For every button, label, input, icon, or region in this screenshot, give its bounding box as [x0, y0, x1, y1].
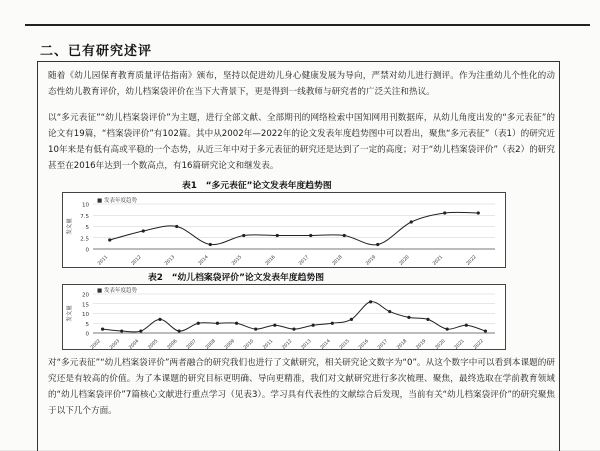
x-tick-label: 2021 — [453, 338, 466, 349]
data-point — [477, 211, 480, 214]
x-tick-label: 2014 — [319, 338, 332, 349]
x-tick-label: 2018 — [396, 338, 409, 349]
data-point — [178, 329, 181, 332]
x-tick-label: 2013 — [164, 254, 177, 267]
x-tick-label: 2003 — [109, 338, 122, 349]
data-point — [216, 322, 219, 325]
x-tick-label: 2012 — [281, 338, 294, 349]
data-point — [376, 243, 379, 246]
data-point — [101, 328, 104, 331]
y-tick-label: 7.5 — [80, 213, 89, 220]
x-tick-label: 2019 — [365, 254, 378, 267]
data-point — [254, 328, 257, 331]
x-tick-label: 2017 — [298, 254, 311, 267]
x-tick-label: 2004 — [128, 338, 141, 349]
series-line — [110, 212, 479, 245]
x-tick-label: 2016 — [264, 254, 277, 267]
x-tick-label: 2011 — [262, 338, 275, 349]
chart-2-svg — [63, 285, 505, 349]
y-tick-label: 2.5 — [80, 236, 89, 243]
data-point — [343, 234, 346, 237]
x-tick-label: 2014 — [197, 254, 210, 267]
x-tick-label: 2020 — [434, 338, 447, 349]
data-point — [273, 324, 276, 327]
y-tick-label: 10 — [82, 202, 89, 209]
x-tick-label: 2017 — [377, 338, 390, 349]
data-point — [410, 220, 413, 223]
x-tick-label: 2018 — [331, 254, 344, 267]
section-heading: 二、已有研究述评 — [40, 44, 153, 59]
y-tick-label: 5 — [85, 321, 89, 328]
x-tick-label: 2009 — [224, 338, 236, 349]
data-point — [209, 243, 212, 246]
data-point — [142, 229, 145, 232]
x-tick-label: 2022 — [465, 254, 478, 267]
y-tick-label: 5 — [85, 225, 89, 231]
data-point — [312, 324, 315, 327]
chart-2-title: 表2 “幼儿档案袋评价”论文发表年度趋势图 — [148, 273, 325, 283]
x-tick-label: 2015 — [231, 254, 244, 267]
y-tick-label: 0 — [85, 331, 89, 338]
data-point — [443, 211, 446, 214]
x-tick-label: 2007 — [185, 338, 198, 349]
legend-label: ■ 发表年度趋势 — [97, 288, 137, 294]
x-tick-label: 2013 — [300, 338, 313, 349]
series-line — [103, 302, 486, 332]
data-point — [242, 234, 245, 237]
x-tick-label: 2012 — [130, 254, 143, 267]
data-point — [484, 329, 487, 332]
y-axis-label: 发文量 — [67, 218, 73, 235]
chart-2 — [62, 284, 506, 350]
data-point — [369, 300, 372, 303]
chart-1 — [62, 192, 506, 268]
data-point — [426, 318, 429, 321]
data-point — [292, 328, 295, 331]
x-tick-label: 2008 — [205, 338, 217, 349]
paragraph-2: 以“多元表征”“幼儿档案袋评价”为主题，进行全部文献、全部期刊的网络检索中国知网用刊数据库，从幼儿角度出发的“多元表征”的论文有19篇，“档案袋评价”有102篇。其中从2002年—2022年的论文发表年度趋势图中可以看出，聚焦“多元表征”（表1）的研究近10年来是有低有高或平稳的一个态势，从近三年中对于多元表征的研究还是达到了一定的高度；对于“幼儿档案袋评价”（表2）的研究甚至在2016年达到一个数高点，有16篇研究论文和继发表。 — [48, 113, 555, 171]
x-tick-label: 2010 — [243, 338, 256, 349]
x-tick-label: 2020 — [398, 254, 411, 267]
data-point — [465, 324, 468, 327]
data-point — [120, 329, 123, 332]
paragraph-1: 随着《幼儿园保育教育质量评估指南》颁布，坚持以促进幼儿身心健康发展为导向，严禁对幼儿进行测评。作为注重幼儿个性化的动态性幼儿教育评价，幼儿档案袋评价在当下大背景下，更是得到一线教师与研究者的广泛关注和热议。 — [48, 71, 555, 97]
x-tick-label: 2019 — [415, 338, 428, 349]
data-point — [197, 322, 200, 325]
data-point — [235, 322, 238, 325]
y-axis-label: 发文量 — [67, 305, 73, 322]
data-point — [407, 316, 410, 319]
x-tick-label: 2015 — [339, 338, 351, 349]
y-tick-label: 0 — [85, 247, 89, 254]
x-tick-label: 2016 — [358, 338, 370, 349]
x-tick-label: 2021 — [432, 254, 445, 267]
y-tick-label: 20 — [82, 292, 89, 299]
x-tick-label: 2002 — [90, 338, 102, 349]
legend-label: ■ 发表年度趋势 — [97, 198, 137, 204]
y-tick-label: 10 — [82, 312, 89, 318]
top-rule — [25, 24, 590, 26]
chart-1-title: 表1 “多元表征”论文发表年度趋势图 — [182, 181, 332, 191]
data-point — [331, 322, 334, 325]
x-tick-label: 2005 — [147, 338, 160, 349]
data-point — [388, 310, 391, 313]
data-point — [139, 329, 142, 332]
data-point — [108, 238, 111, 241]
data-point — [446, 328, 449, 331]
x-tick-label: 2022 — [473, 338, 485, 349]
paragraph-3: 对“多元表征”“幼儿档案袋评价”两者融合的研究我们也进行了文献研究，相关研究论文数字为“0”。从这个数字中可以看到本课题的研究还是有较高的价值。为了本课题的研究目标更明确、导向更精准，我们对文献研究进行多次梳理、聚焦，最终选取在学前教育领域的“幼儿档案袋评价”7篇核心文献进行重点学习（见表3）。学习具有代表性的文献综合后发现，当前有关“幼儿档案袋评价”的研究聚焦于以下几个方面。 — [48, 358, 555, 416]
data-point — [158, 318, 161, 321]
x-tick-label: 2011 — [97, 254, 110, 267]
data-point — [309, 234, 312, 237]
y-tick-label: 15 — [82, 302, 89, 309]
data-point — [276, 234, 279, 237]
chart-1-svg — [63, 193, 505, 267]
x-tick-label: 2006 — [166, 338, 179, 349]
data-point — [350, 318, 353, 321]
data-point — [175, 225, 178, 228]
